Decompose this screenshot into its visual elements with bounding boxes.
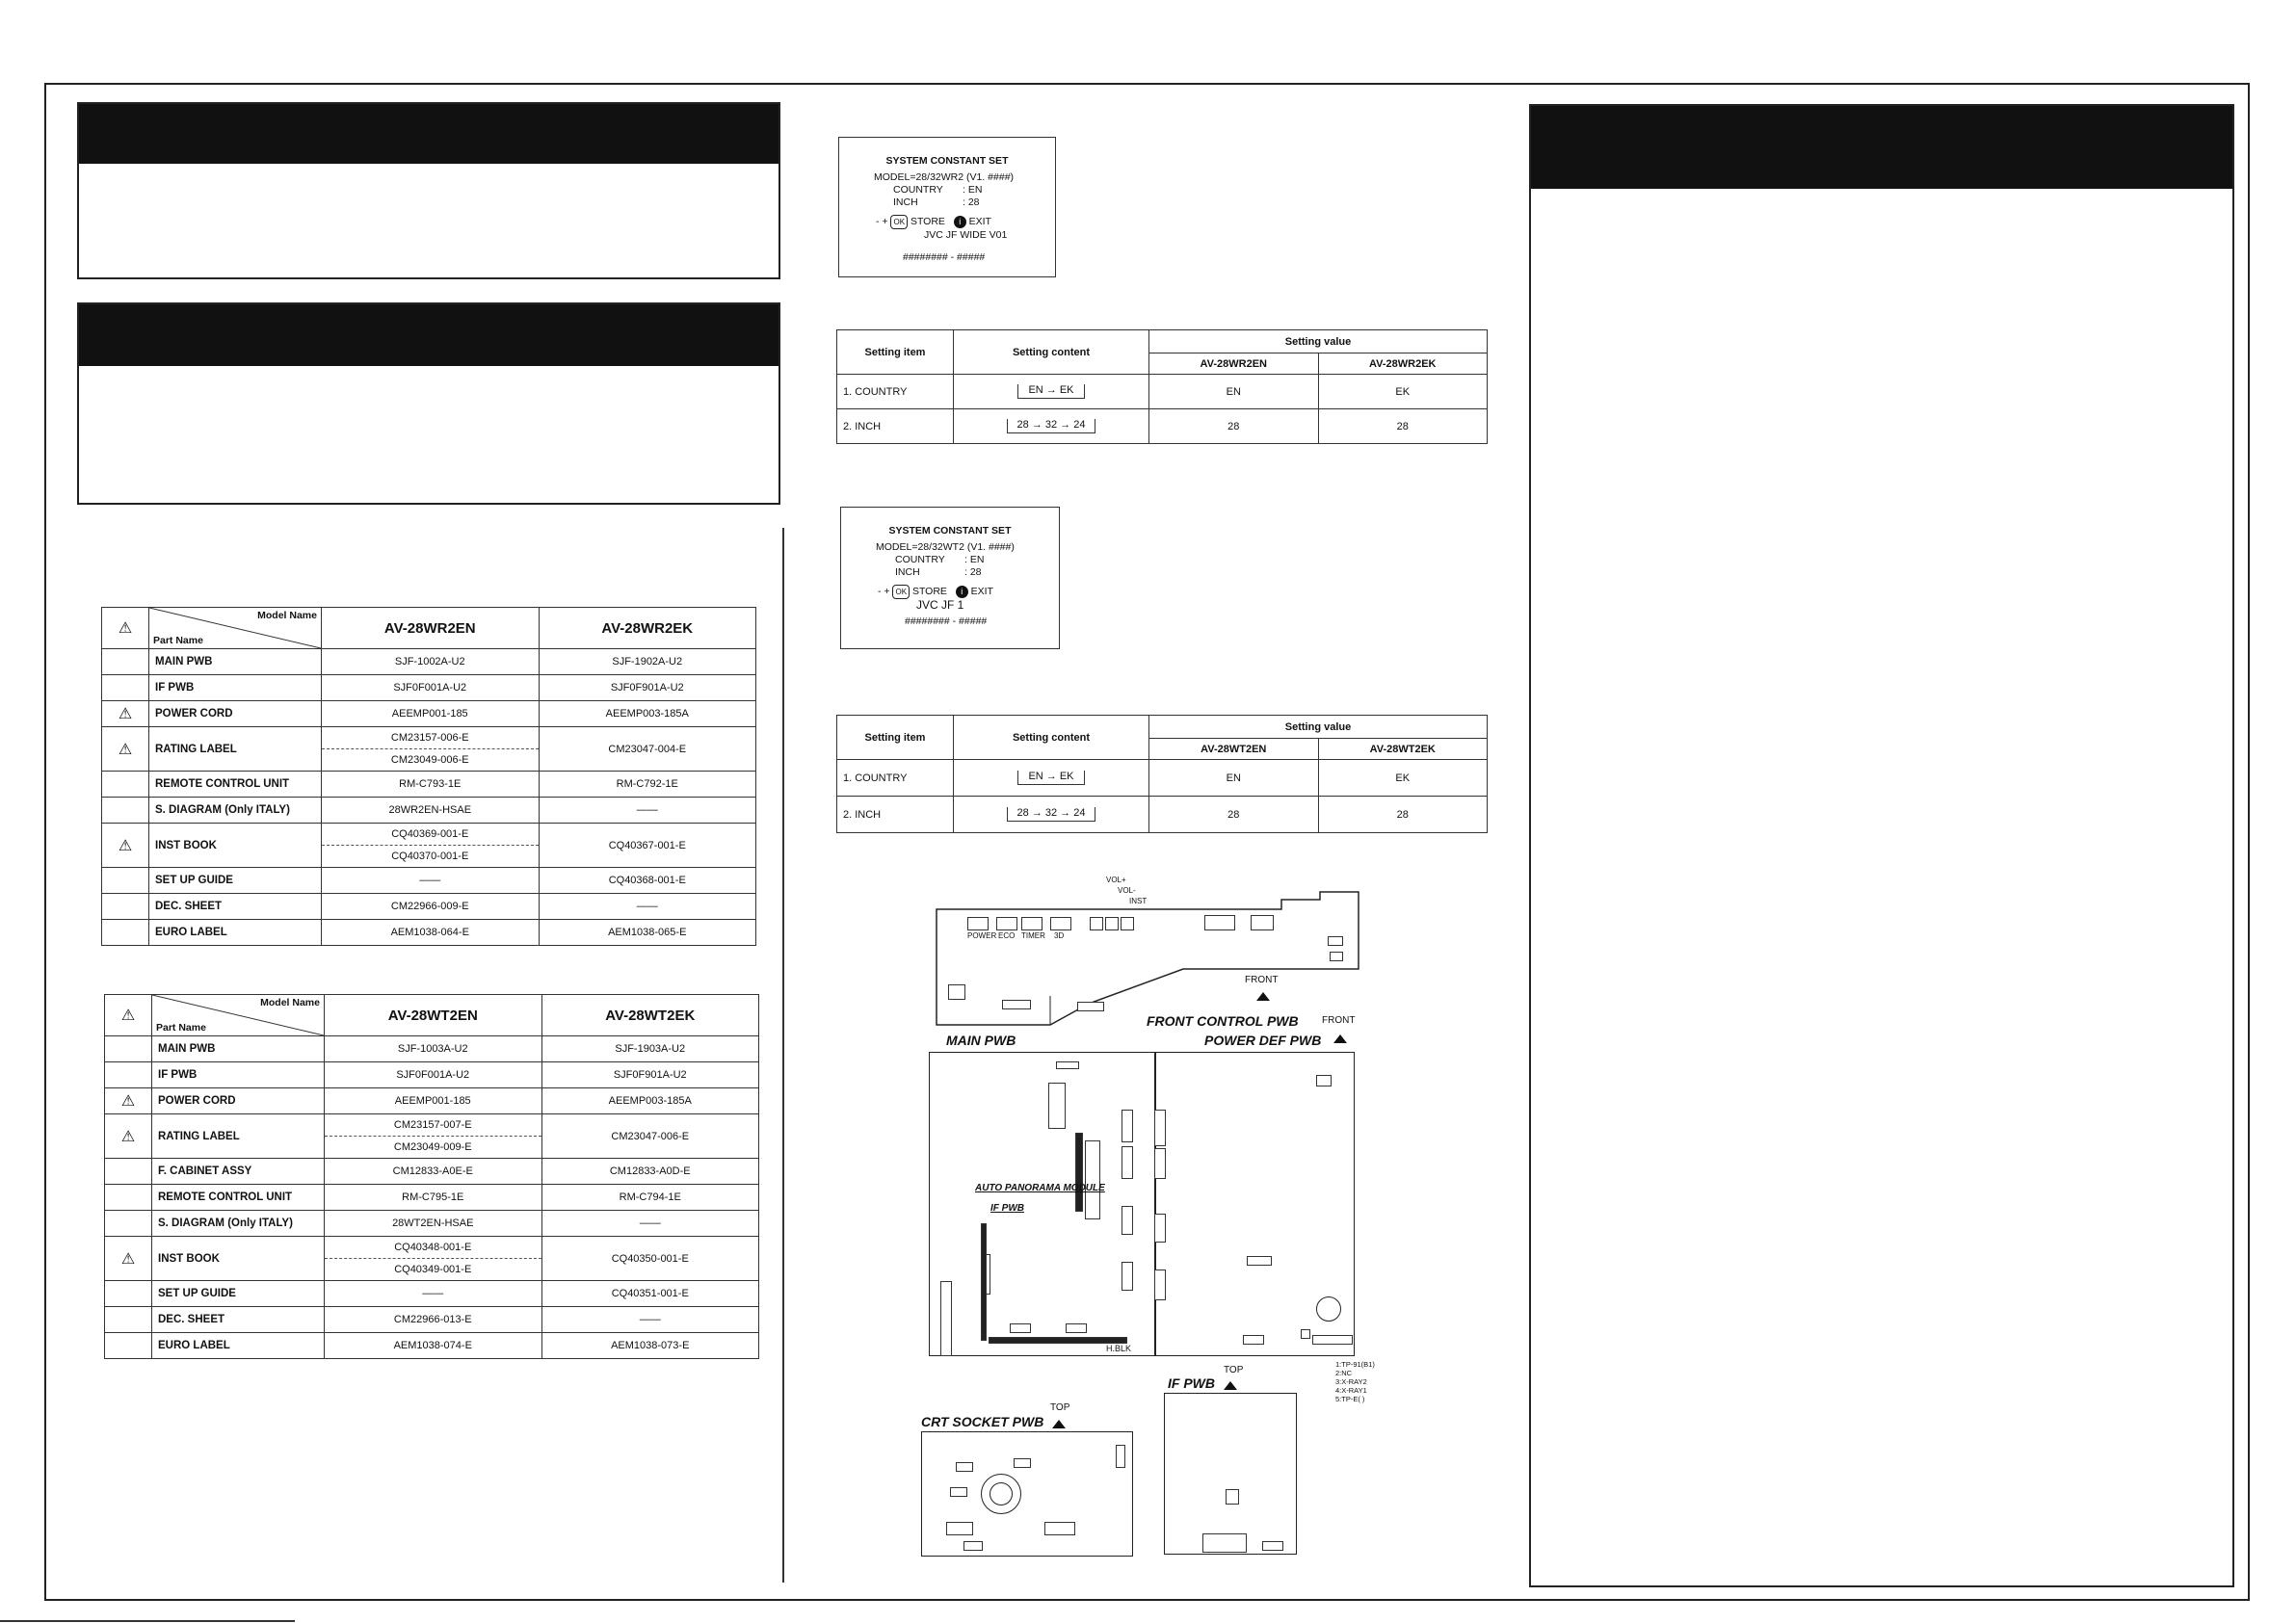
- info-icon: i: [954, 216, 966, 228]
- connector-part: [1077, 1002, 1104, 1011]
- component-part: [1154, 1148, 1166, 1179]
- setting-item-header: Setting item: [837, 716, 954, 760]
- part-number: AEEMP003-185A: [539, 701, 756, 727]
- warning-icon: ⚠: [102, 824, 149, 868]
- front-control-pwb-label: FRONT CONTROL PWB: [1147, 1013, 1299, 1029]
- table-row: [102, 649, 756, 675]
- 3d-button-label: 3D: [1054, 931, 1065, 940]
- test-point-part: [1014, 1458, 1031, 1468]
- model-column-header: AV-28WT2EN: [325, 995, 542, 1036]
- table-row: [105, 1237, 759, 1281]
- store-label: STORE: [911, 586, 947, 597]
- country-label: COUNTRY: [895, 554, 945, 565]
- table-row: [102, 701, 756, 727]
- part-name: SET UP GUIDE: [149, 868, 322, 894]
- setting-value: EN: [1149, 375, 1319, 409]
- component-part: [1226, 1489, 1239, 1505]
- country-value: : EN: [964, 554, 985, 565]
- ic-part: [1048, 1083, 1066, 1129]
- exit-label: EXIT: [968, 216, 991, 227]
- part-name: IF PWB: [149, 675, 322, 701]
- part-number: CQ40351-001-E: [541, 1281, 759, 1307]
- pin-label: 3:X-RAY2: [1335, 1377, 1367, 1386]
- table-row: [102, 727, 756, 772]
- part-name: S. DIAGRAM (Only ITALY): [152, 1211, 325, 1237]
- connector-strip: [989, 1337, 1127, 1344]
- part-number: 28WR2EN-HSAE: [322, 798, 540, 824]
- part-number: CQ40348-001-E: [394, 1242, 472, 1253]
- section-header-bar-right: [1531, 106, 2232, 189]
- component-part: [1002, 1000, 1031, 1009]
- warning-icon: ⚠: [105, 1114, 152, 1159]
- component-part: [1247, 1256, 1272, 1266]
- connector-part: [1066, 1323, 1087, 1333]
- model-name-label: Model Name: [257, 610, 317, 621]
- part-number: RM-C793-1E: [322, 772, 540, 798]
- part-name: RATING LABEL: [152, 1114, 325, 1159]
- table-row: [105, 1185, 759, 1211]
- part-number: CM23157-006-E: [390, 732, 469, 744]
- setting-value-header: Setting value: [1149, 716, 1488, 739]
- 3d-button-part: [1050, 917, 1071, 930]
- table-row: [105, 1088, 759, 1114]
- part-number: CQ40370-001-E: [322, 845, 539, 867]
- table-row: [105, 1211, 759, 1237]
- setting-row: [837, 409, 1488, 444]
- parts-table-wr2: [101, 607, 756, 946]
- column-divider: [782, 528, 784, 1583]
- part-number: ——: [325, 1281, 542, 1307]
- screen-title: SYSTEM CONSTANT SET: [885, 155, 1009, 167]
- setting-table-wt2: [836, 715, 1488, 833]
- setting-sequence: 28 → 32 → 24: [1007, 807, 1096, 822]
- setting-item: 2. INCH: [837, 409, 954, 444]
- inch-label: INCH: [893, 196, 918, 208]
- part-number: CQ40369-001-E: [391, 828, 469, 840]
- connector-part: [1056, 1061, 1079, 1069]
- section-header-bar-2: [79, 304, 779, 366]
- info-icon: i: [956, 586, 968, 598]
- table-header-row: [105, 995, 759, 1036]
- part-number: SJF-1903A-U2: [541, 1036, 759, 1062]
- vol-minus-switch: [1105, 917, 1119, 930]
- connector-part: [1202, 1533, 1247, 1553]
- crt-socket-pwb-label: CRT SOCKET PWB: [921, 1414, 1044, 1429]
- component-part: [1122, 1206, 1133, 1235]
- part-name: EURO LABEL: [149, 920, 322, 946]
- table-row: [105, 1281, 759, 1307]
- component-part: [1330, 952, 1343, 961]
- exit-label: EXIT: [970, 586, 993, 597]
- connector-part: [1251, 915, 1274, 930]
- test-point-part: [956, 1462, 973, 1472]
- pin-list: [1335, 1360, 1375, 1403]
- power-button-label: POWER: [967, 931, 997, 940]
- part-number: CM23047-006-E: [541, 1114, 759, 1159]
- part-number: CQ40349-001-E: [325, 1258, 541, 1280]
- top-label: TOP: [1224, 1365, 1244, 1375]
- part-number: SJF-1003A-U2: [325, 1036, 542, 1062]
- part-number: AEM1038-074-E: [325, 1333, 542, 1359]
- part-name: POWER CORD: [149, 701, 322, 727]
- model-column-header: AV-28WR2EK: [1318, 353, 1488, 375]
- part-number: RM-C794-1E: [541, 1185, 759, 1211]
- screen-footer: ######## - #####: [903, 251, 986, 263]
- section-box-1: [77, 102, 780, 279]
- top-label: TOP: [1050, 1402, 1070, 1413]
- setting-row: [837, 760, 1488, 797]
- tuner-part: [940, 1281, 952, 1356]
- minus-plus-label: - +: [876, 216, 888, 227]
- system-constant-screen-2: [840, 507, 1060, 649]
- diagonal-line: [152, 995, 324, 1035]
- table-row: [102, 772, 756, 798]
- pin-label: 5:TP-E( ): [1335, 1395, 1365, 1403]
- timer-button-part: [1021, 917, 1042, 930]
- part-name: SET UP GUIDE: [152, 1281, 325, 1307]
- part-name: POWER CORD: [152, 1088, 325, 1114]
- model-column-header: AV-28WR2EK: [539, 608, 756, 649]
- if-pwb-part: [981, 1223, 987, 1341]
- part-number: CM12833-A0E-E: [325, 1159, 542, 1185]
- front-label: FRONT: [1245, 975, 1279, 985]
- table-row: [102, 798, 756, 824]
- warning-icon: ⚠: [105, 1237, 152, 1281]
- model-column-header: AV-28WR2EN: [322, 608, 540, 649]
- table-row: [105, 1333, 759, 1359]
- timer-button-label: TIMER: [1021, 931, 1045, 940]
- part-number: CM23157-007-E: [393, 1119, 472, 1131]
- section-header-bar-1: [79, 104, 779, 164]
- setting-content-header: Setting content: [954, 716, 1149, 760]
- setting-value: EK: [1318, 375, 1488, 409]
- part-name: IF PWB: [152, 1062, 325, 1088]
- screen-footer: ######## - #####: [905, 615, 988, 627]
- inch-value: : 28: [963, 196, 980, 208]
- connector-part: [1010, 1323, 1031, 1333]
- part-number: ——: [539, 798, 756, 824]
- part-number: SJF0F001A-U2: [325, 1062, 542, 1088]
- part-number: 28WT2EN-HSAE: [325, 1211, 542, 1237]
- vol-minus-label: VOL-: [1118, 886, 1136, 895]
- setting-value: EN: [1149, 760, 1319, 797]
- inch-value: : 28: [964, 566, 982, 578]
- part-name: F. CABINET ASSY: [152, 1159, 325, 1185]
- part-number: AEM1038-064-E: [322, 920, 540, 946]
- pwb-divider: [1154, 1052, 1156, 1356]
- arrow-up-icon: [1256, 988, 1270, 1006]
- component-part: [1301, 1329, 1310, 1339]
- setting-sequence: EN → EK: [1017, 384, 1084, 399]
- test-point-part: [950, 1487, 967, 1497]
- if-pwb-inline-label: IF PWB: [990, 1203, 1024, 1214]
- part-number: RM-C792-1E: [539, 772, 756, 798]
- pin-label: 4:X-RAY1: [1335, 1386, 1367, 1395]
- setting-value: EK: [1318, 760, 1488, 797]
- auto-panorama-module-label: AUTO PANORAMA MODULE: [975, 1183, 1105, 1193]
- connector-part: [1116, 1445, 1125, 1468]
- part-number: SJF-1902A-U2: [539, 649, 756, 675]
- part-number: CM23049-009-E: [325, 1136, 541, 1158]
- component-part: [1122, 1146, 1133, 1179]
- header-diagonal-cell: [152, 995, 325, 1036]
- part-number: AEEMP001-185: [325, 1088, 542, 1114]
- setting-row: [837, 797, 1488, 833]
- part-name: DEC. SHEET: [149, 894, 322, 920]
- parts-table-wt2: [104, 994, 759, 1359]
- header-diagonal-cell: [149, 608, 322, 649]
- arrow-up-icon: [1333, 1031, 1347, 1048]
- warning-icon: ⚠: [105, 995, 152, 1036]
- inst-label: INST: [1129, 897, 1148, 905]
- part-number: SJF0F001A-U2: [322, 675, 540, 701]
- table-row: [102, 894, 756, 920]
- auto-panorama-module-part: [1075, 1133, 1083, 1212]
- connector-part: [946, 1522, 973, 1535]
- component-part: [1154, 1214, 1166, 1243]
- part-number: AEM1038-073-E: [541, 1333, 759, 1359]
- warning-icon: ⚠: [102, 608, 149, 649]
- connector-part: [1243, 1335, 1264, 1345]
- part-number: AEEMP001-185: [322, 701, 540, 727]
- diagonal-line: [149, 608, 321, 648]
- warning-icon: ⚠: [102, 701, 149, 727]
- setting-sequence: 28 → 32 → 24: [1007, 419, 1096, 433]
- eco-button-label: ECO: [998, 931, 1016, 940]
- inch-label: INCH: [895, 566, 920, 578]
- setting-item: 2. INCH: [837, 797, 954, 833]
- part-number: CM22966-009-E: [322, 894, 540, 920]
- component-part: [1122, 1262, 1133, 1291]
- model-column-header: AV-28WT2EN: [1149, 739, 1319, 760]
- component-part: [1154, 1270, 1166, 1300]
- setting-row: [837, 375, 1488, 409]
- setting-value: 28: [1318, 797, 1488, 833]
- hblk-label: H.BLK: [1106, 1344, 1132, 1353]
- component-part: [1154, 1110, 1166, 1146]
- warning-icon: ⚠: [102, 727, 149, 772]
- ok-icon: OK: [892, 585, 910, 599]
- footer-line: [0, 1620, 295, 1622]
- flyback-transformer-part: [1316, 1296, 1341, 1322]
- part-number: SJF0F901A-U2: [541, 1062, 759, 1088]
- component-part: [1328, 936, 1343, 946]
- part-number: SJF0F901A-U2: [539, 675, 756, 701]
- table-row: [102, 868, 756, 894]
- inst-switch: [1121, 917, 1134, 930]
- screen-model: MODEL=28/32WT2 (V1. ####): [876, 541, 1015, 553]
- screen-title: SYSTEM CONSTANT SET: [888, 525, 1012, 537]
- part-number: ——: [322, 868, 540, 894]
- part-name: INST BOOK: [149, 824, 322, 868]
- screen-version: JVC JF 1: [916, 598, 964, 612]
- table-row: [105, 1114, 759, 1159]
- part-number: ——: [541, 1211, 759, 1237]
- setting-sequence: EN → EK: [1017, 771, 1084, 785]
- setting-value-header: Setting value: [1149, 330, 1488, 353]
- model-column-header: AV-28WT2EK: [1318, 739, 1488, 760]
- table-row: [105, 1062, 759, 1088]
- table-row: [105, 1307, 759, 1333]
- front-label: FRONT: [1322, 1015, 1356, 1026]
- part-number: AEEMP003-185A: [541, 1088, 759, 1114]
- component-part: [1122, 1110, 1133, 1142]
- main-pwb-label: MAIN PWB: [946, 1033, 1016, 1048]
- part-name: S. DIAGRAM (Only ITALY): [149, 798, 322, 824]
- table-row: [102, 675, 756, 701]
- connector-part: [1204, 915, 1235, 930]
- part-number: CQ40368-001-E: [539, 868, 756, 894]
- store-label: STORE: [910, 216, 945, 227]
- part-number: CQ40367-001-E: [539, 824, 756, 868]
- vol-plus-switch: [1090, 917, 1103, 930]
- power-button-part: [967, 917, 989, 930]
- part-name: MAIN PWB: [149, 649, 322, 675]
- eco-button-part: [996, 917, 1017, 930]
- part-number: CM23047-004-E: [539, 727, 756, 772]
- setting-value: 28: [1149, 409, 1319, 444]
- pin-label: 1:TP-91(B1): [1335, 1360, 1375, 1369]
- ok-icon: OK: [890, 215, 908, 229]
- part-number: ——: [539, 894, 756, 920]
- screen-version: JVC JF WIDE V01: [924, 229, 1008, 241]
- setting-content-header: Setting content: [954, 330, 1149, 375]
- part-name: DEC. SHEET: [152, 1307, 325, 1333]
- part-number: CM23049-006-E: [322, 748, 539, 771]
- setting-item-header: Setting item: [837, 330, 954, 375]
- part-name: REMOTE CONTROL UNIT: [149, 772, 322, 798]
- crt-socket-inner: [990, 1482, 1013, 1505]
- section-box-2: [77, 302, 780, 505]
- pin-header-part: [1312, 1335, 1353, 1345]
- part-name-label: Part Name: [156, 1022, 206, 1034]
- part-number: CQ40350-001-E: [541, 1237, 759, 1281]
- part-name: RATING LABEL: [149, 727, 322, 772]
- minus-plus-label: - +: [878, 586, 890, 597]
- screen-model: MODEL=28/32WR2 (V1. ####): [874, 171, 1015, 183]
- section-box-right: [1529, 104, 2234, 1587]
- table-row: [105, 1036, 759, 1062]
- power-def-pwb-label: POWER DEF PWB: [1204, 1033, 1322, 1048]
- country-value: : EN: [963, 184, 983, 196]
- part-name-label: Part Name: [153, 635, 203, 646]
- setting-value: 28: [1318, 409, 1488, 444]
- table-row: [105, 1159, 759, 1185]
- setting-table-wr2: [836, 329, 1488, 444]
- setting-item: 1. COUNTRY: [837, 375, 954, 409]
- part-name: REMOTE CONTROL UNIT: [152, 1185, 325, 1211]
- model-column-header: AV-28WR2EN: [1149, 353, 1319, 375]
- pin-label: 2:NC: [1335, 1369, 1353, 1377]
- part-name: INST BOOK: [152, 1237, 325, 1281]
- part-number: CM12833-A0D-E: [541, 1159, 759, 1185]
- if-pwb-label: IF PWB: [1168, 1375, 1215, 1391]
- part-name: EURO LABEL: [152, 1333, 325, 1359]
- model-column-header: AV-28WT2EK: [541, 995, 759, 1036]
- table-row: [102, 920, 756, 946]
- model-name-label: Model Name: [260, 997, 320, 1008]
- connector-part: [1262, 1541, 1283, 1551]
- component-part: [1316, 1075, 1332, 1086]
- part-number: CM22966-013-E: [325, 1307, 542, 1333]
- ic-part: [1085, 1140, 1100, 1219]
- component-part: [948, 984, 965, 1000]
- connector-part: [1044, 1522, 1075, 1535]
- part-number: SJF-1002A-U2: [322, 649, 540, 675]
- part-name: MAIN PWB: [152, 1036, 325, 1062]
- table-header-row: [102, 608, 756, 649]
- part-number: ——: [541, 1307, 759, 1333]
- test-point-part: [963, 1541, 983, 1551]
- warning-icon: ⚠: [105, 1088, 152, 1114]
- table-row: [102, 824, 756, 868]
- part-number: RM-C795-1E: [325, 1185, 542, 1211]
- setting-value: 28: [1149, 797, 1319, 833]
- part-number: AEM1038-065-E: [539, 920, 756, 946]
- system-constant-screen-1: [838, 137, 1056, 277]
- if-pwb-outline: [1164, 1393, 1297, 1555]
- country-label: COUNTRY: [893, 184, 943, 196]
- setting-item: 1. COUNTRY: [837, 760, 954, 797]
- vol-plus-label: VOL+: [1106, 876, 1126, 884]
